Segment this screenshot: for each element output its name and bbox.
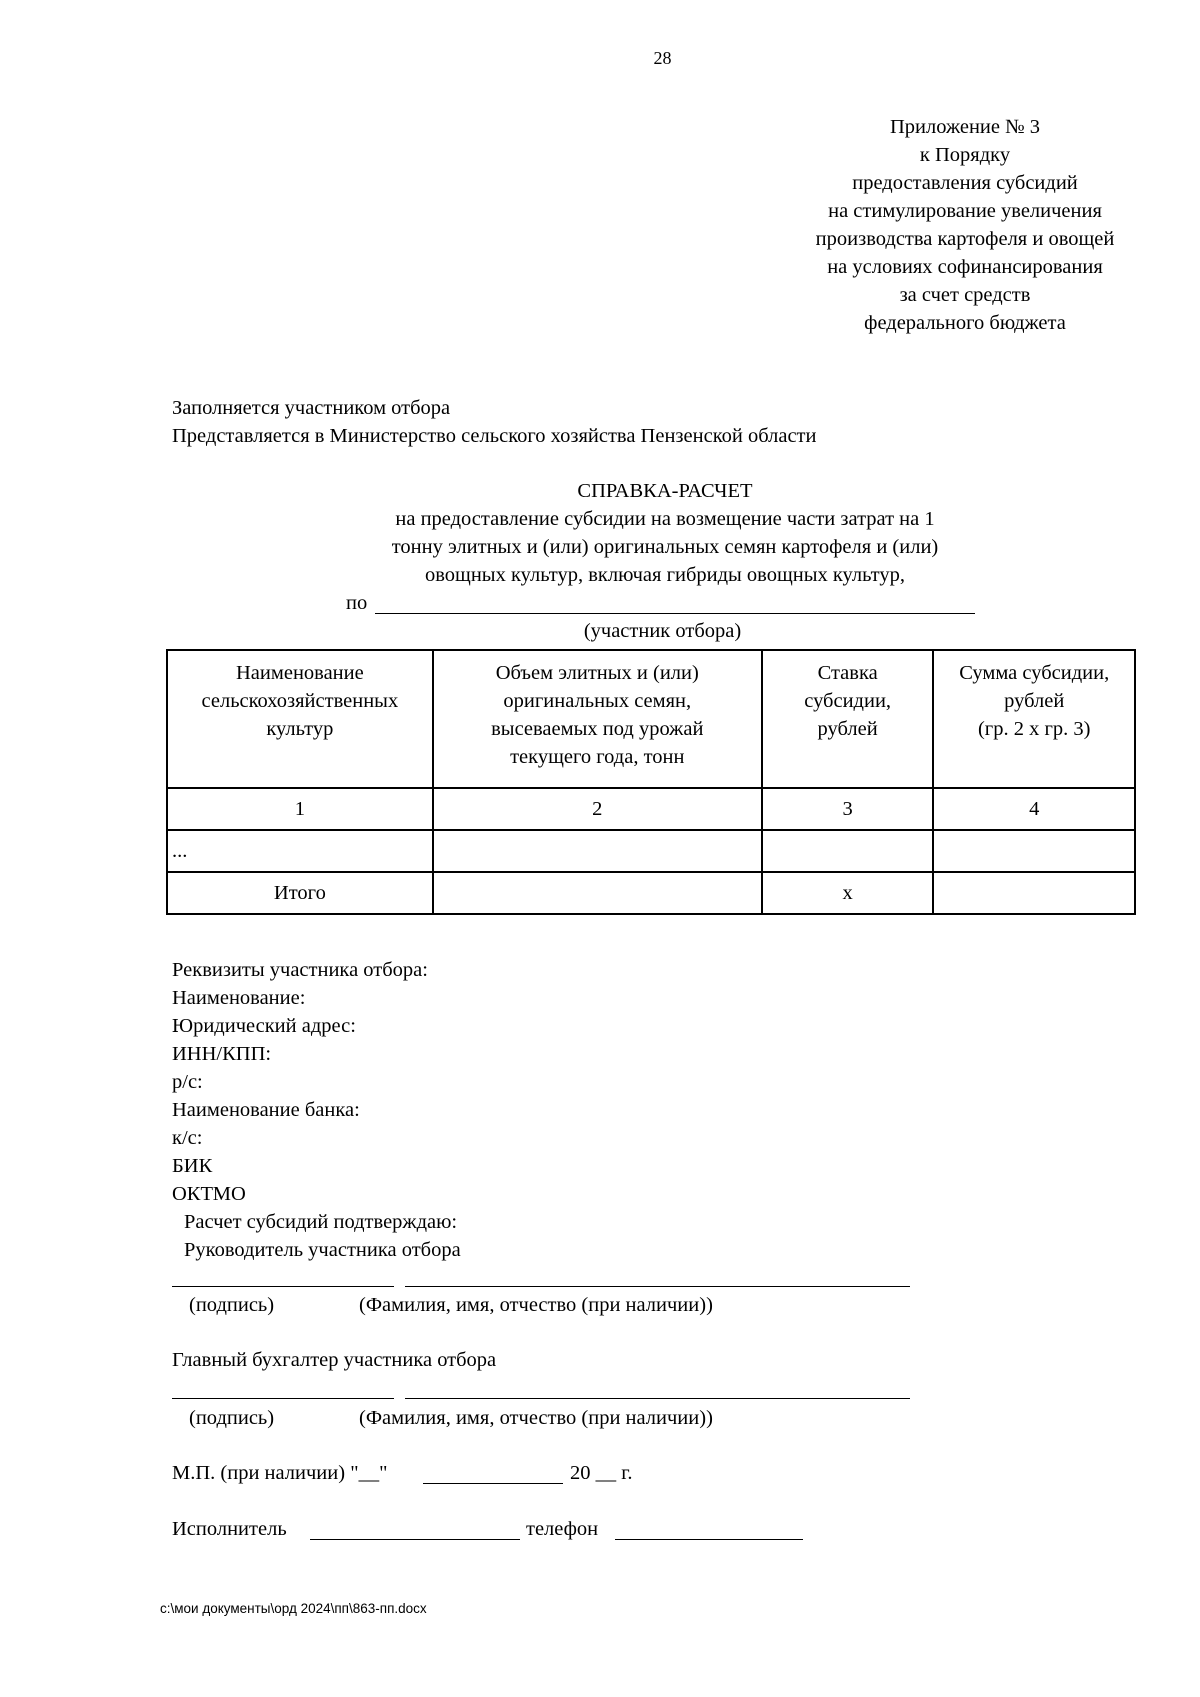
total-amount-cell[interactable] (933, 872, 1135, 914)
executor-line[interactable] (310, 1539, 520, 1540)
page-number: 28 (653, 48, 672, 68)
requisite-name: Наименование: (172, 987, 306, 1009)
accountant-signature-line[interactable] (172, 1398, 394, 1399)
intro-submitted-to: Представляется в Министерство сельского хозяйства Пензенской области (172, 425, 817, 447)
table-cell[interactable] (433, 830, 762, 872)
requisite-legal-address: Юридический адрес: (172, 1015, 356, 1037)
column-number: 3 (762, 788, 934, 830)
head-name-caption: (Фамилия, имя, отчество (при наличии)) (359, 1294, 713, 1316)
title-line: овощных культур, включая гибриды овощных культур, (425, 564, 905, 586)
annex-line: Приложение № 3 (889, 116, 1041, 138)
phone-label: телефон (526, 1518, 599, 1540)
annex-line: федерального бюджета (864, 312, 1066, 334)
head-signature-line[interactable] (172, 1286, 394, 1287)
table-row (167, 830, 1135, 872)
annex-line: за счет средств (899, 284, 1031, 306)
requisite-inn-kpp: ИНН/КПП: (172, 1043, 272, 1065)
total-volume-cell[interactable] (433, 872, 762, 914)
table-row-column-numbers (167, 788, 1135, 830)
accountant-signature-caption: (подпись) (189, 1407, 275, 1429)
total-label: Итого (167, 872, 433, 914)
requisite-bank-name: Наименование банка: (172, 1099, 360, 1121)
document-heading: СПРАВКА-РАСЧЕТ (577, 480, 753, 502)
table-row-total (167, 872, 1135, 914)
title-line: тонну элитных и (или) оригинальных семян картофеля и (или) (391, 536, 939, 558)
intro-filled-by: Заполняется участником отбора (172, 397, 451, 419)
requisite-account: р/с: (172, 1071, 203, 1093)
annex-line: предоставления субсидий (852, 172, 1078, 194)
title-line: на предоставление субсидии на возмещение части затрат на 1 (395, 508, 935, 530)
header-subsidy-rate: Ставка субсидии, рублей (762, 650, 934, 788)
phone-line[interactable] (615, 1539, 803, 1540)
annex-line: на стимулирование увеличения (828, 200, 1102, 222)
column-number: 1 (167, 788, 433, 830)
date-year: 20 __ г. (570, 1462, 633, 1484)
participant-caption: (участник отбора) (583, 620, 742, 642)
requisite-bik: БИК (172, 1155, 213, 1177)
stamp-label: М.П. (при наличии) "__" (172, 1462, 388, 1484)
annex-line: к Порядку (919, 144, 1011, 166)
header-crop-name: Наименование сельскохозяйственных культур (167, 650, 433, 788)
head-name-line[interactable] (405, 1286, 910, 1287)
table-header-row (167, 650, 1135, 788)
participant-line[interactable] (375, 613, 975, 614)
file-path-footer: c:\мои документы\орд 2024\пп\863-пп.docx (160, 1601, 427, 1616)
accountant-label: Главный бухгалтер участника отбора (172, 1349, 497, 1371)
requisites-heading: Реквизиты участника отбора: (172, 959, 428, 981)
executor-label: Исполнитель (172, 1518, 287, 1540)
requisite-correspondent-account: к/с: (172, 1127, 203, 1149)
requisites-block (172, 956, 461, 1264)
column-number: 2 (433, 788, 762, 830)
total-rate-cell: x (762, 872, 934, 914)
table-cell[interactable] (762, 830, 934, 872)
annex-line: на условиях софинансирования (827, 256, 1103, 278)
title-block (330, 477, 1000, 589)
annex-block (780, 113, 1150, 337)
header-subsidy-amount: Сумма субсидии, рублей (гр. 2 x гр. 3) (933, 650, 1135, 788)
po-label: по (346, 592, 368, 614)
calculation-table (166, 649, 1136, 915)
table-cell[interactable] (933, 830, 1135, 872)
requisite-oktmo: ОКТМО (172, 1183, 246, 1205)
accountant-name-caption: (Фамилия, имя, отчество (при наличии)) (359, 1407, 713, 1429)
head-signature-caption: (подпись) (189, 1294, 275, 1316)
annex-line: производства картофеля и овощей (815, 228, 1115, 250)
accountant-name-line[interactable] (405, 1398, 910, 1399)
date-month-line[interactable] (423, 1483, 563, 1484)
column-number: 4 (933, 788, 1135, 830)
head-label: Руководитель участника отбора (184, 1239, 461, 1261)
table-cell-ellipsis[interactable]: ... (167, 830, 433, 872)
header-seed-volume: Объем элитных и (или) оригинальных семян, высеваемых под урожай текущего года, тонн (433, 650, 762, 788)
confirm-text: Расчет субсидий подтверждаю: (184, 1211, 458, 1233)
